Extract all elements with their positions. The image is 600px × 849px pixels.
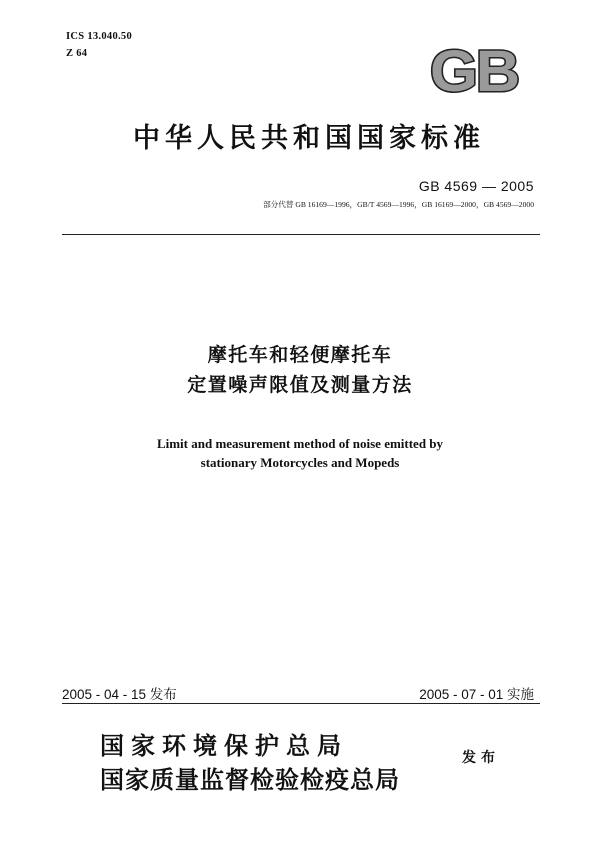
english-title-line-1: Limit and measurement method of noise emitted by	[156, 436, 444, 451]
english-title-line-2: stationary Motorcycles and Mopeds	[200, 455, 400, 470]
classification-codes	[66, 28, 132, 62]
bottom-divider	[62, 703, 540, 704]
gb-logo	[428, 46, 520, 96]
category-code: Z 64	[66, 48, 88, 59]
issue-label: 发布	[462, 750, 500, 766]
publishers	[100, 729, 400, 797]
publisher-line-2: 国家质量监督检验检疫总局	[100, 765, 400, 794]
publisher-line-1: 国家环境保护总局	[100, 731, 348, 760]
top-divider	[62, 234, 540, 235]
replaces-note: 部分代替 GB 16169—1996，GB/T 4569—1996，GB 16169—2000，GB 4569—2000	[263, 200, 534, 209]
document-title	[0, 340, 600, 400]
gb-logo-text: GB	[430, 46, 519, 96]
issue-date: 2005 - 04 - 15 发布	[62, 687, 177, 702]
standard-number: GB 4569 — 2005	[418, 178, 534, 194]
national-standard-title: 中华人民共和国国家标准	[133, 123, 485, 154]
effective-date: 2005 - 07 - 01 实施	[419, 687, 534, 702]
document-title-line-1: 摩托车和轻便摩托车	[207, 344, 393, 366]
document-title-line-2: 定置噪声限值及测量方法	[187, 374, 413, 396]
ics-code: ICS 13.040.50	[66, 31, 133, 42]
english-title	[0, 434, 600, 472]
